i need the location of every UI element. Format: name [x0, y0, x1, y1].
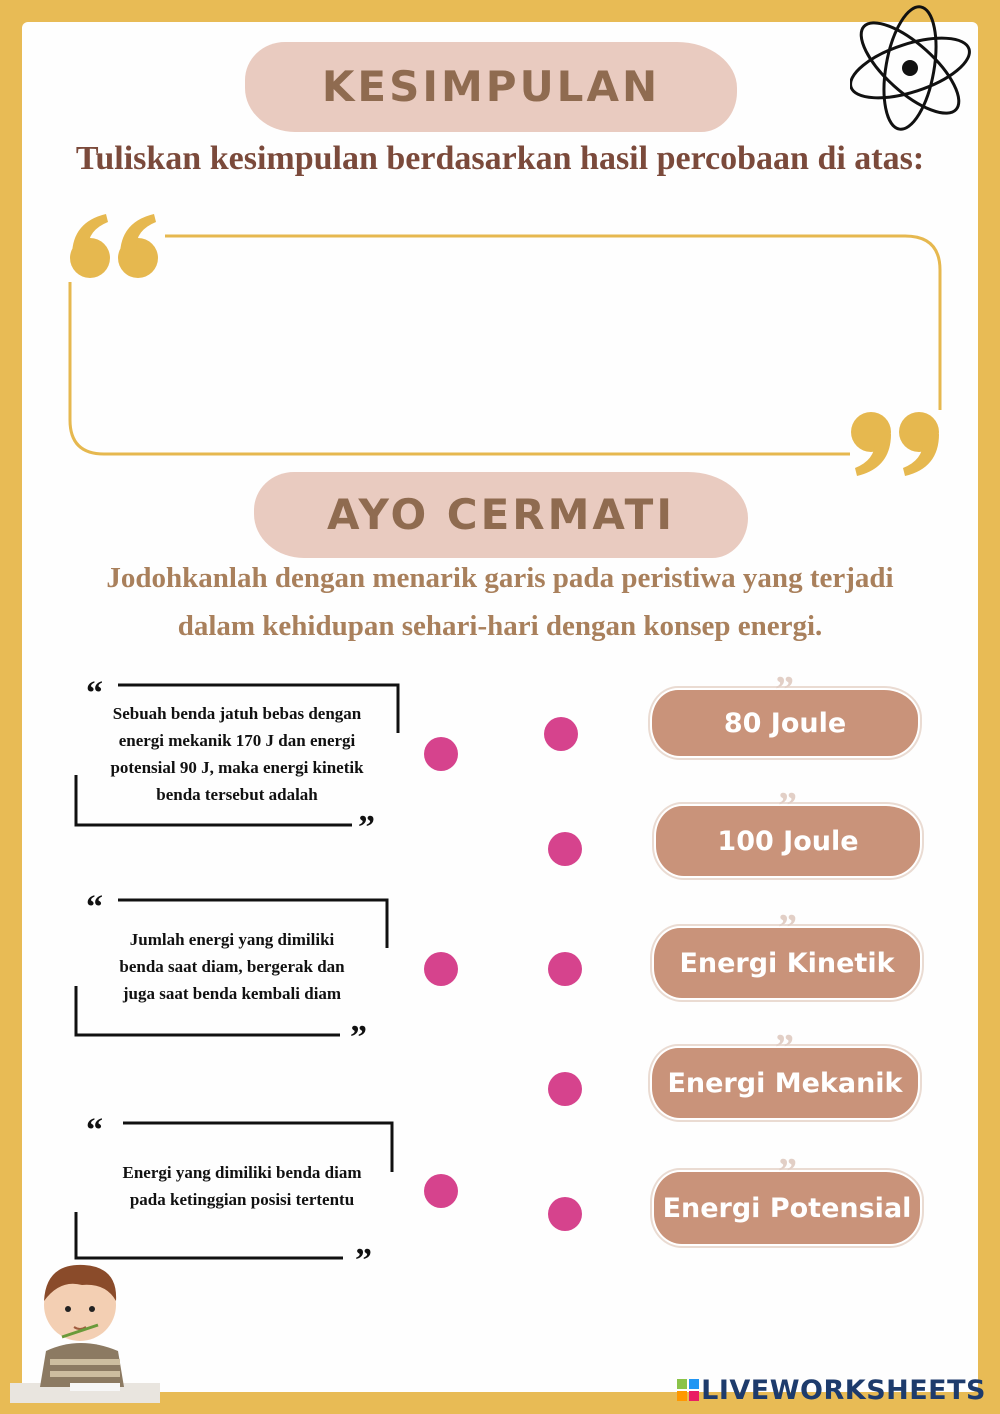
answer-label: 100 Joule — [717, 825, 859, 857]
question-3-line: pada ketinggian posisi tertentu — [129, 1190, 355, 1209]
question-2-line: juga saat benda kembali diam — [122, 984, 342, 1003]
svg-text:“: “ — [86, 889, 103, 926]
svg-text:“: “ — [86, 1112, 103, 1149]
svg-text:“: “ — [86, 675, 103, 712]
svg-text:”: ” — [778, 785, 797, 827]
liveworksheets-brand — [677, 1375, 986, 1406]
svg-text:”: ” — [350, 1019, 367, 1056]
liveworksheets-logo-icon — [677, 1379, 699, 1401]
cermati-instruction-line1: Jodohkanlah dengan menarik garis pada peristiwa yang terjadi — [106, 562, 894, 594]
question-3-line: Energi yang dimiliki benda diam — [122, 1163, 362, 1182]
question-2-line: Jumlah energi yang dimiliki — [129, 930, 335, 949]
svg-text:”: ” — [775, 669, 794, 711]
answer-label: Energi Kinetik — [679, 947, 895, 979]
svg-text:”: ” — [778, 907, 797, 949]
question-1-line: potensial 90 J, maka energi kinetik — [110, 758, 364, 777]
thinking-student-illustration — [10, 1255, 160, 1405]
svg-text:”: ” — [358, 809, 375, 846]
svg-text:”: ” — [355, 1242, 372, 1279]
question-1-line: benda tersebut adalah — [156, 785, 318, 804]
svg-text:”: ” — [775, 1027, 794, 1069]
svg-text:”: ” — [778, 1151, 797, 1193]
kesimpulan-instruction: Tuliskan kesimpulan berdasarkan hasil percobaan di atas: — [75, 140, 925, 177]
answer-label: Energi Potensial — [662, 1192, 912, 1224]
brand-text: LIVEWORKSHEETS — [701, 1375, 986, 1406]
question-1-line: energi mekanik 170 J dan energi — [118, 731, 356, 750]
question-1-line: Sebuah benda jatuh bebas dengan — [112, 704, 362, 723]
answer-label: 80 Joule — [723, 707, 847, 739]
cermati-title: AYO CERMATI — [327, 490, 675, 539]
answer-label: Energi Mekanik — [667, 1067, 903, 1099]
kesimpulan-title: KESIMPULAN — [321, 62, 661, 111]
cermati-instruction-line2: dalam kehidupan sehari-hari dengan konsep energi. — [177, 610, 823, 642]
question-2-line: benda saat diam, bergerak dan — [119, 957, 345, 976]
